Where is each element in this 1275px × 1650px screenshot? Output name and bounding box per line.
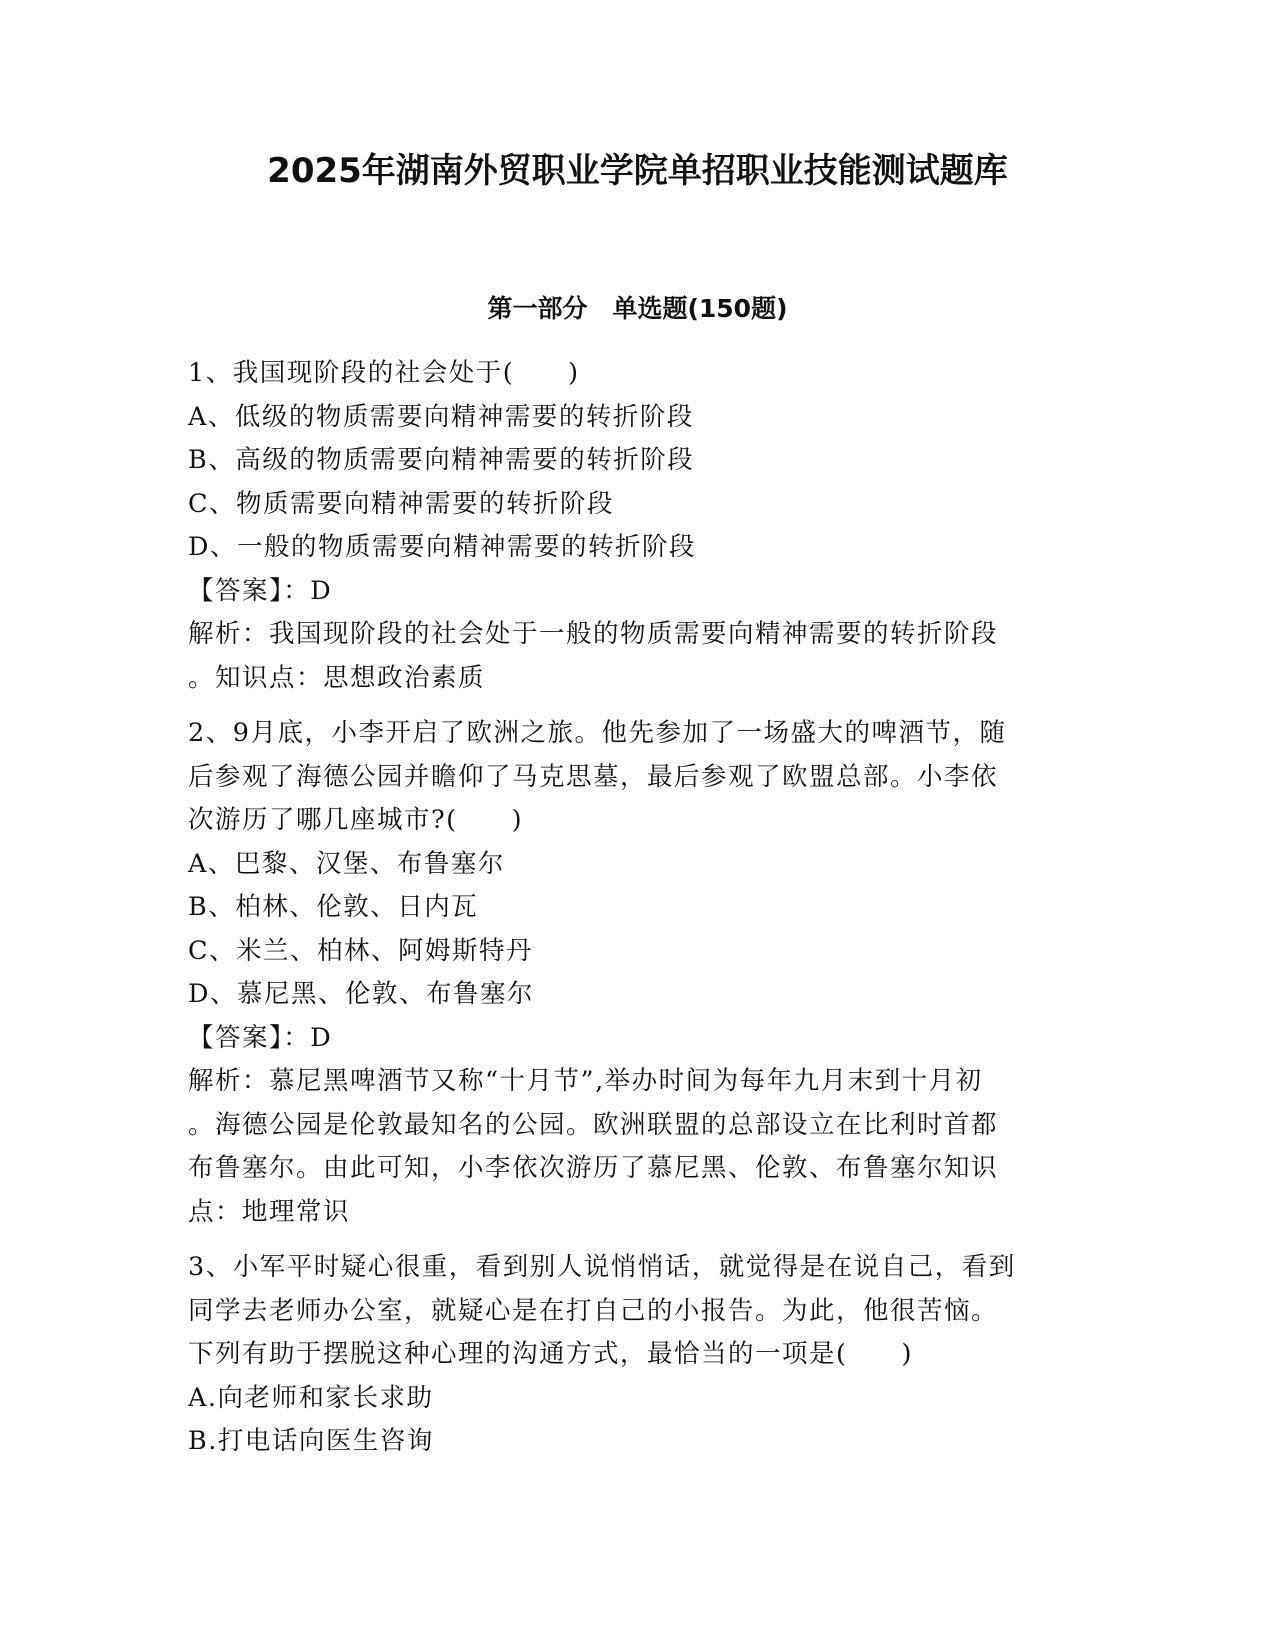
analysis-line: 布鲁塞尔。由此可知，小李依次游历了慕尼黑、伦敦、布鲁塞尔知识 (188, 1153, 999, 1183)
question-2 (188, 712, 1088, 1234)
option-a: A、低级的物质需要向精神需要的转折阶段 (188, 401, 694, 432)
question-stem: 1、我国现阶段的社会处于( ) (188, 358, 580, 388)
question-stem-line: 2、9月底，小李开启了欧洲之旅。他先参加了一场盛大的啤酒节，随 (188, 718, 1007, 748)
analysis-line: 点：地理常识 (188, 1196, 351, 1227)
question-stem-line: 同学去老师办公室，就疑心是在打自己的小报告。为此，他很苦恼。 (188, 1295, 999, 1326)
option-b: B.打电话向医生咨询 (188, 1426, 434, 1456)
section-heading: 第一部分 单选题(150题) (487, 294, 788, 323)
analysis-line: 。海德公园是伦敦最知名的公园。欧洲联盟的总部设立在比利时首都 (188, 1109, 999, 1140)
question-stem-line: 次游历了哪几座城市?( ) (188, 805, 524, 835)
option-c: C、米兰、柏林、阿姆斯特丹 (188, 935, 534, 966)
question-3 (188, 1246, 1088, 1464)
option-a: A、巴黎、汉堡、布鲁塞尔 (188, 848, 505, 879)
option-c: C、物质需要向精神需要的转折阶段 (188, 488, 615, 519)
answer: 【答案】：D (188, 1022, 333, 1053)
question-stem-line: 后参观了海德公园并瞻仰了马克思墓，最后参观了欧盟总部。小李依 (188, 761, 999, 792)
question-stem-line: 3、小军平时疑心很重，看到别人说悄悄话，就觉得是在说自己，看到 (188, 1252, 1016, 1282)
option-b: B、高级的物质需要向精神需要的转折阶段 (188, 445, 695, 475)
question-stem-line: 下列有助于摆脱这种心理的沟通方式，最恰当的一项是( ) (188, 1339, 913, 1369)
option-b: B、柏林、伦敦、日内瓦 (188, 892, 479, 922)
option-d: D、一般的物质需要向精神需要的转折阶段 (188, 532, 696, 562)
option-a: A.向老师和家长求助 (188, 1382, 434, 1413)
question-1 (188, 352, 1088, 700)
analysis-line: 解析：我国现阶段的社会处于一般的物质需要向精神需要的转折阶段 (188, 619, 999, 649)
question-list (188, 352, 1088, 1476)
document-title: 2025年湖南外贸职业学院单招职业技能测试题库 (267, 151, 1008, 191)
answer: 【答案】：D (188, 575, 333, 606)
analysis-line: 。知识点：思想政治素质 (188, 662, 486, 693)
analysis-line: 解析：慕尼黑啤酒节又称“十月节”,举办时间为每年九月末到十月初 (188, 1066, 983, 1096)
option-d: D、慕尼黑、伦敦、布鲁塞尔 (188, 979, 534, 1009)
